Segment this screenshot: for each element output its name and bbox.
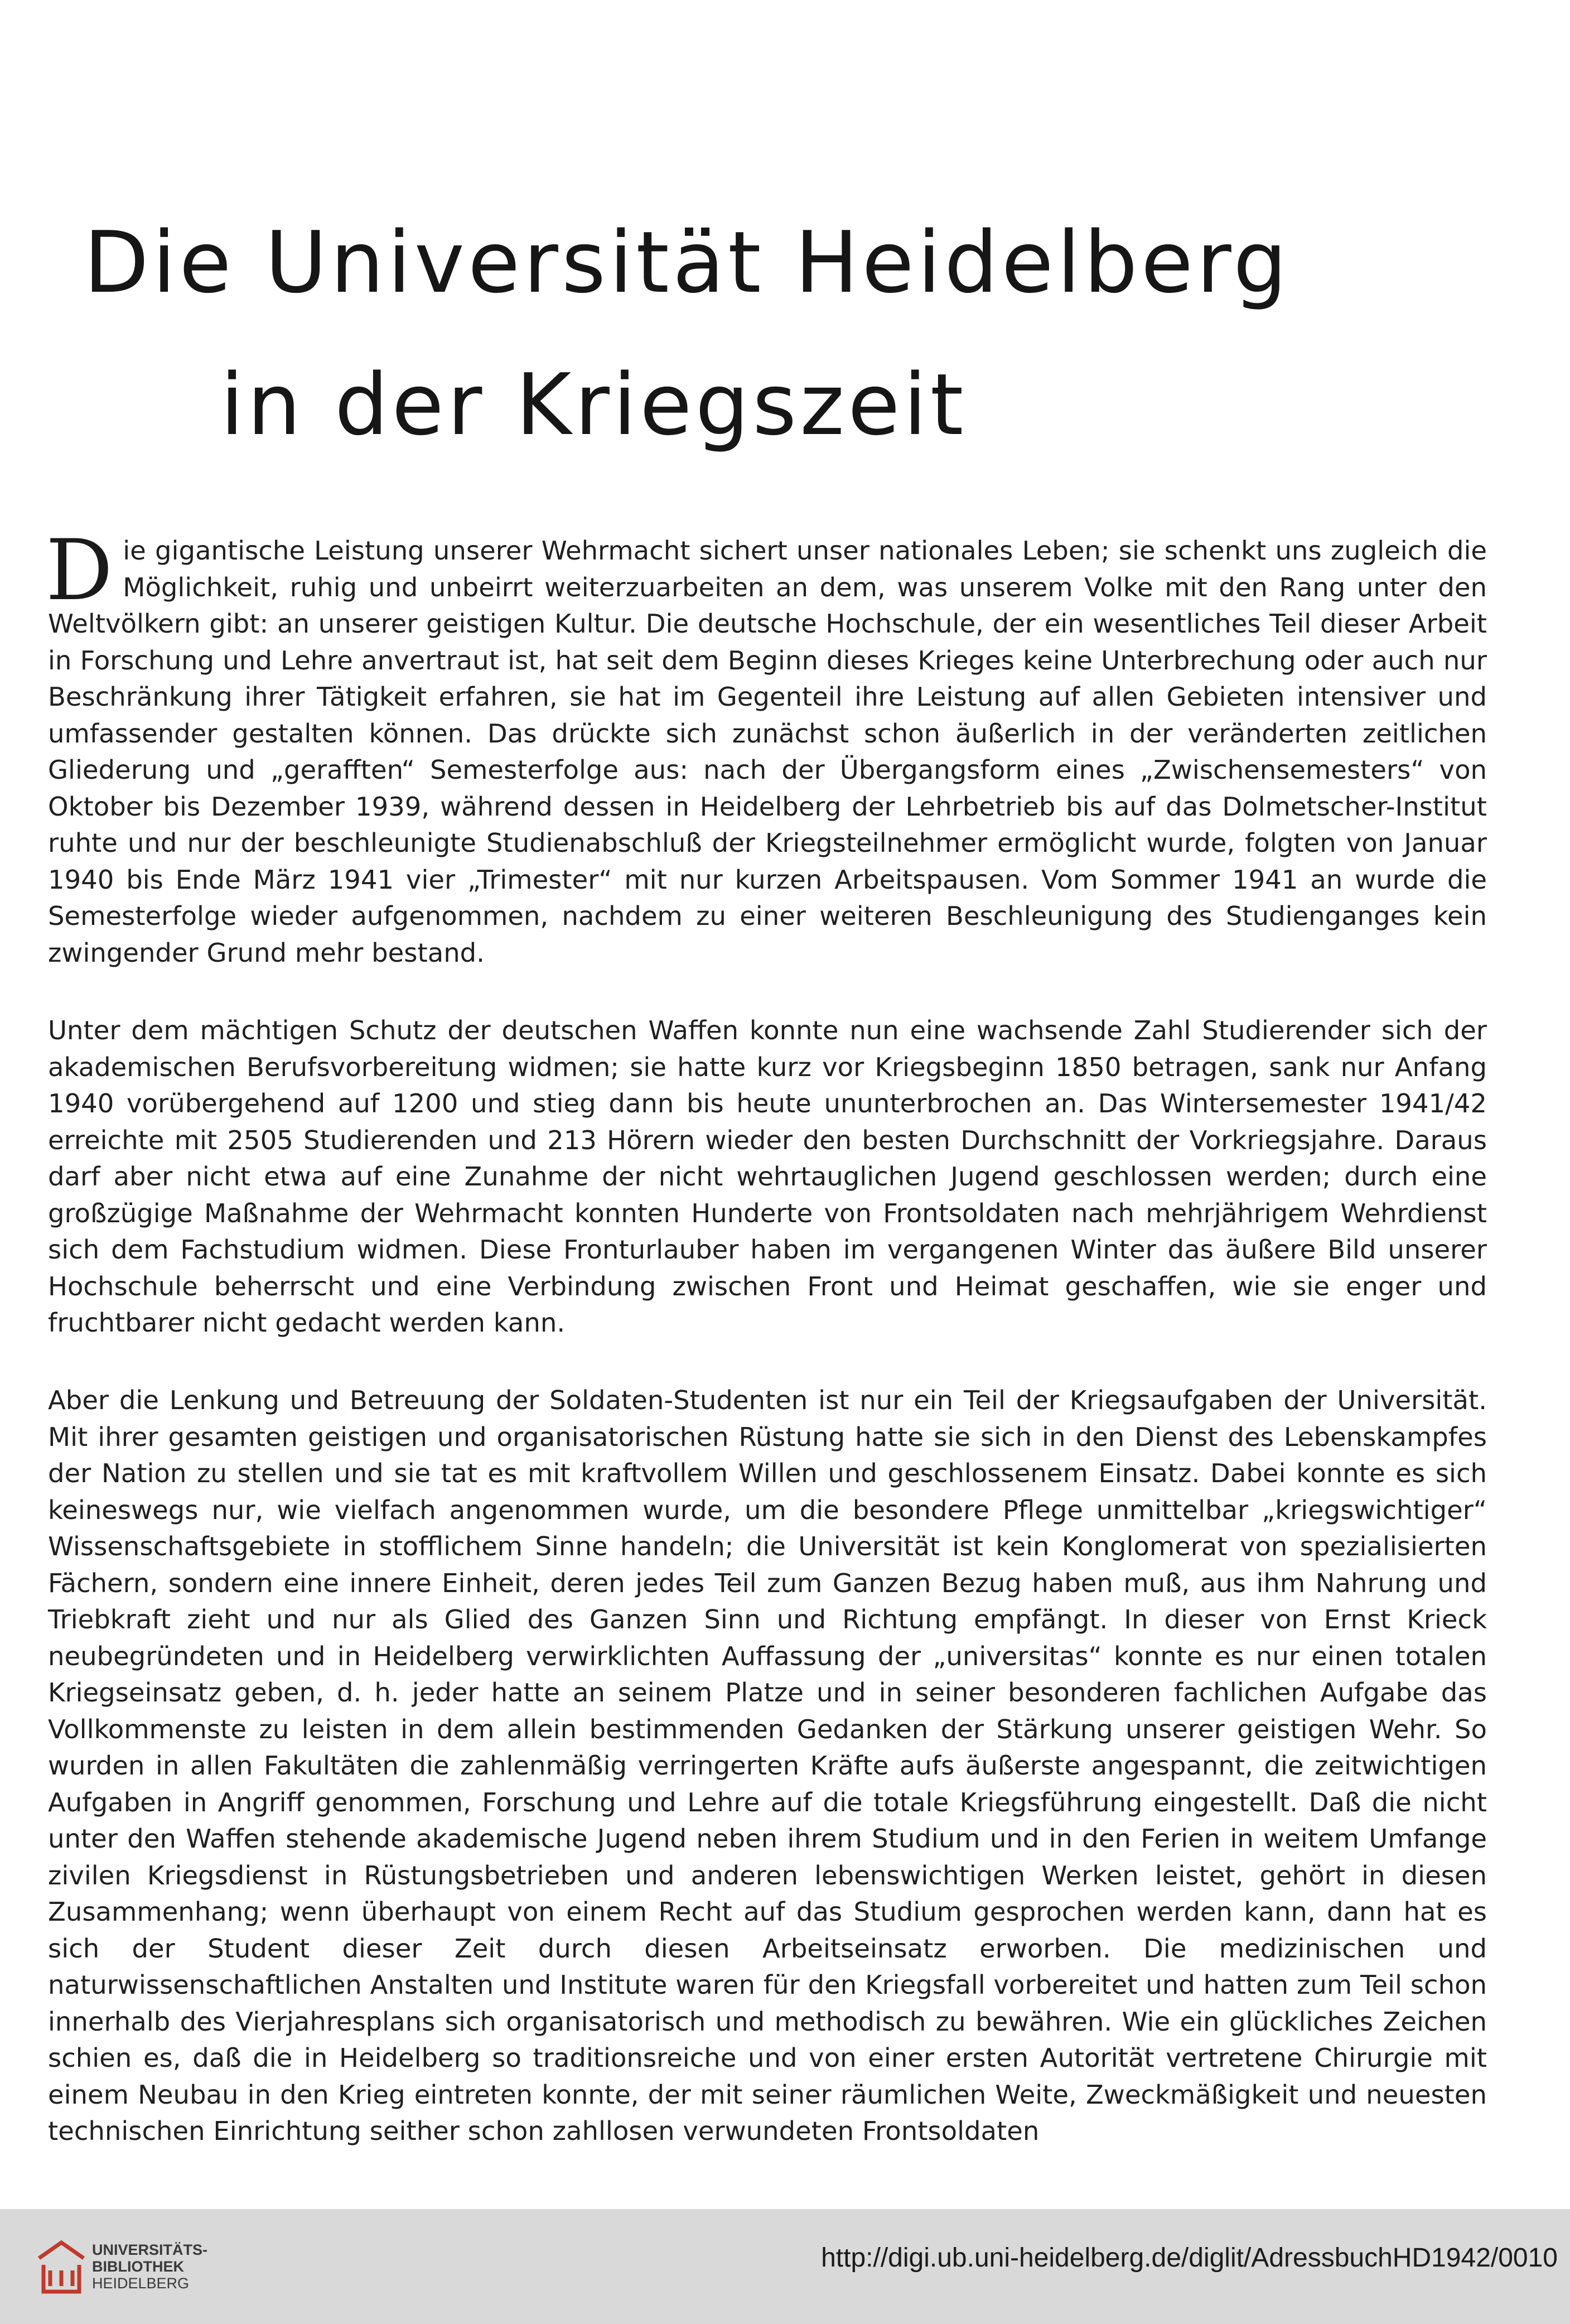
- viewer-footer: [0, 2209, 1570, 2324]
- paragraph-1-text: ie gigantische Leistung unserer Wehrmacht sichert unser nationales Leben; sie schenkt uns zugleich die Möglichkeit, ruhig und unbeirrt weiterzuarbeiten an dem, was unserem Volke mit den Rang unter den Weltvölkern gibt: an unserer geistigen Kultur. Die deutsche Hochschule, der ein wesentliches Teil dieser Arbeit in Forschung und Lehre anvertraut ist, hat seit dem Beginn dieses Krieges keine Unterbrechung oder auch nur Beschränkung ihrer Tätigkeit erfahren, sie hat im Gegenteil ihre Leistung auf allen Gebieten intensiver und umfassender gestalten können. Das drückte sich zunächst schon äußerlich in der veränderten zeitlichen Gliederung und „gerafften“ Semesterfolge aus: nach der Übergangsform eines „Zwischensemesters“ von Oktober bis Dezember 1939, während dessen in Heidelberg der Lehrbetrieb bis auf das Dolmetscher-Institut ruhte und nur der beschleunigte Studienabschluß der Kriegsteilnehmer ermöglicht wurde, folgten von Januar 1940 bis Ende März 1941 vier „Trimester“ mit nur kurzen Arbeitspausen. Vom Sommer 1941 an wurde die Semesterfolge wieder aufgenommen, nachdem zu einer weiteren Beschleunigung des Studienganges kein zwingender Grund mehr bestand.: [48, 536, 1487, 968]
- library-name-line-2: BIBLIOTHEK: [92, 2258, 184, 2275]
- library-name[interactable]: [92, 2241, 207, 2292]
- paragraph-1: [46, 522, 1487, 971]
- library-logo-icon[interactable]: [33, 2236, 89, 2297]
- library-name-line-3: HEIDELBERG: [92, 2275, 190, 2292]
- page-title-line-1: Die Universität Heidelberg: [84, 213, 1291, 312]
- page-title-line-2: in der Kriegszeit: [220, 355, 967, 454]
- drop-cap: D: [46, 522, 113, 619]
- paragraph-3: Aber die Lenkung und Betreuung der Soldaten-Studenten ist nur ein Teil der Kriegsaufgaben der Universität. Mit ihrer gesamten geistigen und organisatorischen Rüstung hatte sie sich in den Dienst des Lebenskampfes der Nation zu stellen und sie tat es mit kraftvollem Willen und geschlossenem Einsatz. Dabei konnte es sich keineswegs nur, wie vielfach angenommen wurde, um die besondere Pflege unmittelbar „kriegswichtiger“ Wissenschaftsgebiete in stofflichem Sinne handeln; die Universität ist kein Konglomerat von spezialisierten Fächern, sondern eine innere Einheit, deren jedes Teil zum Ganzen Bezug haben muß, aus ihm Nahrung und Triebkraft zieht und nur als Glied des Ganzen Sinn und Richtung empfängt. In dieser von Ernst Krieck neubegründeten und in Heidelberg verwirklichten Auffassung der „universitas“ konnte es nur einen totalen Kriegseinsatz geben, d. h. jeder hatte an seinem Platze und in seiner besonderen fachlichen Aufgabe das Vollkommenste zu leisten in dem allein bestimmenden Gedanken der Stärkung unserer geistigen Wehr. So wurden in allen Fakultäten die zahlenmäßig verringerten Kräfte aufs äußerste angespannt, die zeitwichtigen Aufgaben in Angriff genommen, Forschung und Lehre auf die totale Kriegsführung eingestellt. Daß die nicht unter den Waffen stehende akademische Jugend neben ihrem Studium und in den Ferien in weitem Umfange zivilen Kriegsdienst in Rüstungsbetrieben und anderen lebenswichtigen Werken leistet, gehört in diesen Zusammenhang; wenn überhaupt von einem Recht auf das Studium gesprochen werden kann, dann hat es sich der Student dieser Zeit durch diesen Arbeitseinsatz erworben. Die medizinischen und naturwissenschaftlichen Anstalten und Institute waren für den Kriegsfall vorbereitet und hatten zum Teil schon innerhalb des Vierjahresplans sich organisatorisch und methodisch zu bewähren. Wie ein glückliches Zeichen schien es, daß die in Heidelberg so traditionsreiche und von einer ersten Autorität vertretene Chirurgie mit einem Neubau in den Krieg eintreten konnte, der mit seiner räumlichen Weite, Zweckmäßigkeit und neuesten technischen Einrichtung seither schon zahllosen verwundeten Frontsoldaten: [48, 1385, 1487, 2146]
- source-url[interactable]: http://digi.ub.uni-heidelberg.de/diglit/AdressbuchHD1942/0010: [821, 2243, 1558, 2273]
- library-name-line-1: UNIVERSITÄTS-: [92, 2241, 208, 2258]
- paragraph-2: Unter dem mächtigen Schutz der deutschen Waffen konnte nun eine wachsende Zahl Studierender sich der akademischen Berufsvorbereitung widmen; sie hatte kurz vor Kriegsbeginn 1850 betragen, sank nur Anfang 1940 vorübergehend auf 1200 und stieg dann bis heute ununterbrochen an. Das Wintersemester 1941/42 erreichte mit 2505 Studierenden und 213 Hörern wieder den besten Durchschnitt der Vorkriegsjahre. Daraus darf aber nicht etwa auf eine Zunahme der nicht wehrtauglichen Jugend geschlossen werden; durch eine großzügige Maßnahme der Wehrmacht konnten Hunderte von Frontsoldaten nach mehrjährigem Wehrdienst sich dem Fachstudium widmen. Diese Fronturlauber haben im vergangenen Winter das äußere Bild unserer Hochschule beherrscht und eine Verbindung zwischen Front und Heimat geschaffen, wie sie enger und fruchtbarer nicht gedacht werden kann.: [48, 1015, 1487, 1338]
